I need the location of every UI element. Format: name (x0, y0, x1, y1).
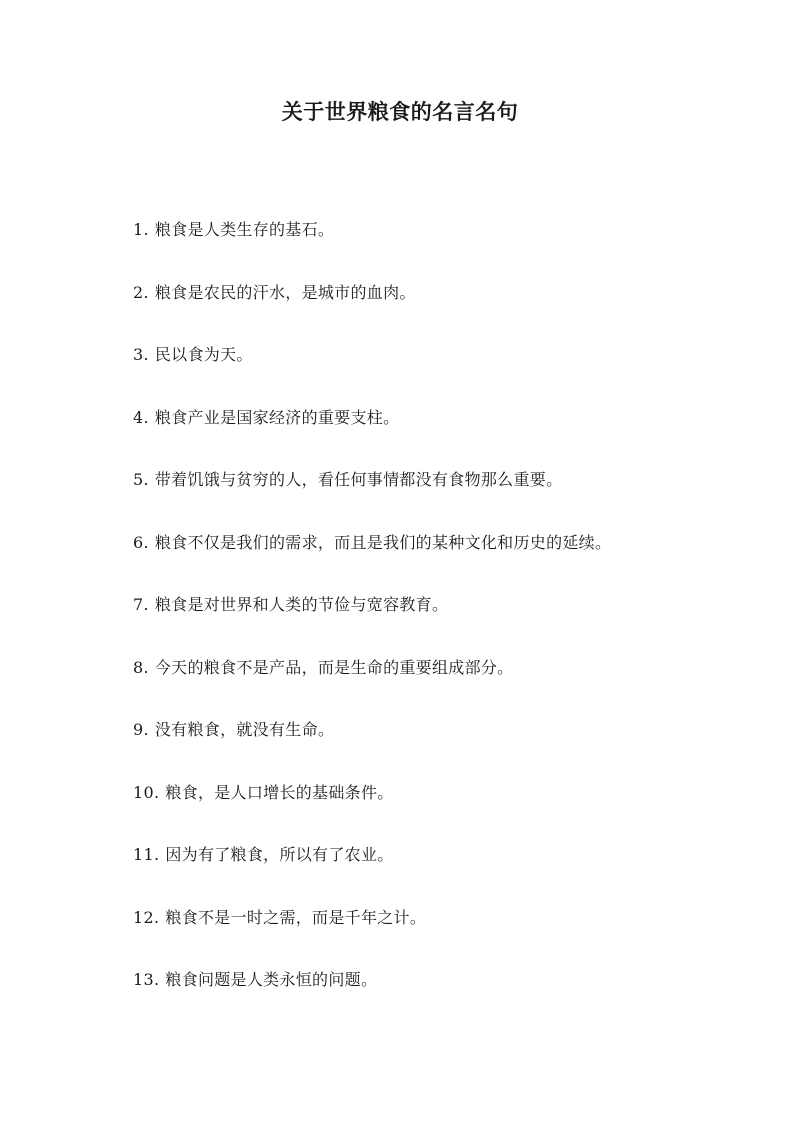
list-item (133, 779, 611, 842)
quote-text: 粮食是对世界和人类的节俭与宽容教育。 (154, 595, 449, 614)
list-item (133, 341, 611, 404)
quote-text: 粮食不是一时之需，而是千年之计。 (165, 907, 427, 927)
quote-text: 粮食问题是人类永恒的问题。 (165, 970, 378, 989)
item-number: 10. (133, 782, 160, 802)
list-item (133, 466, 611, 529)
item-number: 2. (133, 282, 149, 302)
list-item (133, 404, 611, 467)
quote-text: 没有粮食，就没有生命。 (154, 720, 335, 739)
list-item (133, 216, 611, 279)
quote-text: 因为有了粮食，所以有了农业。 (165, 845, 394, 864)
list-item (133, 904, 611, 967)
quote-text: 粮食产业是国家经济的重要支柱。 (154, 407, 400, 427)
list-item (133, 279, 611, 342)
quote-text: 粮食是农民的汗水，是城市的血肉。 (154, 282, 416, 302)
item-number: 1. (133, 220, 149, 239)
quote-text: 民以食为天。 (154, 345, 253, 364)
quote-text: 今天的粮食不是产品，而是生命的重要组成部分。 (154, 657, 514, 677)
list-item (133, 591, 611, 654)
quote-text: 带着饥饿与贫穷的人，看任何事情都没有食物那么重要。 (154, 470, 563, 489)
item-number: 6. (133, 532, 149, 552)
item-number: 11. (133, 845, 160, 864)
item-number: 9. (133, 720, 149, 739)
list-item (133, 716, 611, 779)
quote-list (133, 216, 611, 1029)
quote-text: 粮食不仅是我们的需求，而且是我们的某种文化和历史的延续。 (154, 532, 612, 552)
item-number: 5. (133, 470, 149, 489)
item-number: 7. (133, 595, 149, 614)
list-item (133, 654, 611, 717)
item-number: 12. (133, 907, 160, 927)
list-item (133, 841, 611, 904)
item-number: 13. (133, 970, 160, 989)
item-number: 3. (133, 345, 149, 364)
quote-text: 粮食，是人口增长的基础条件。 (165, 782, 394, 802)
item-number: 8. (133, 657, 149, 677)
list-item (133, 966, 611, 1029)
list-item (133, 529, 611, 592)
page-title: 关于世界粮食的名言名句 (281, 99, 519, 124)
quote-text: 粮食是人类生存的基石。 (154, 220, 335, 239)
item-number: 4. (133, 407, 149, 427)
